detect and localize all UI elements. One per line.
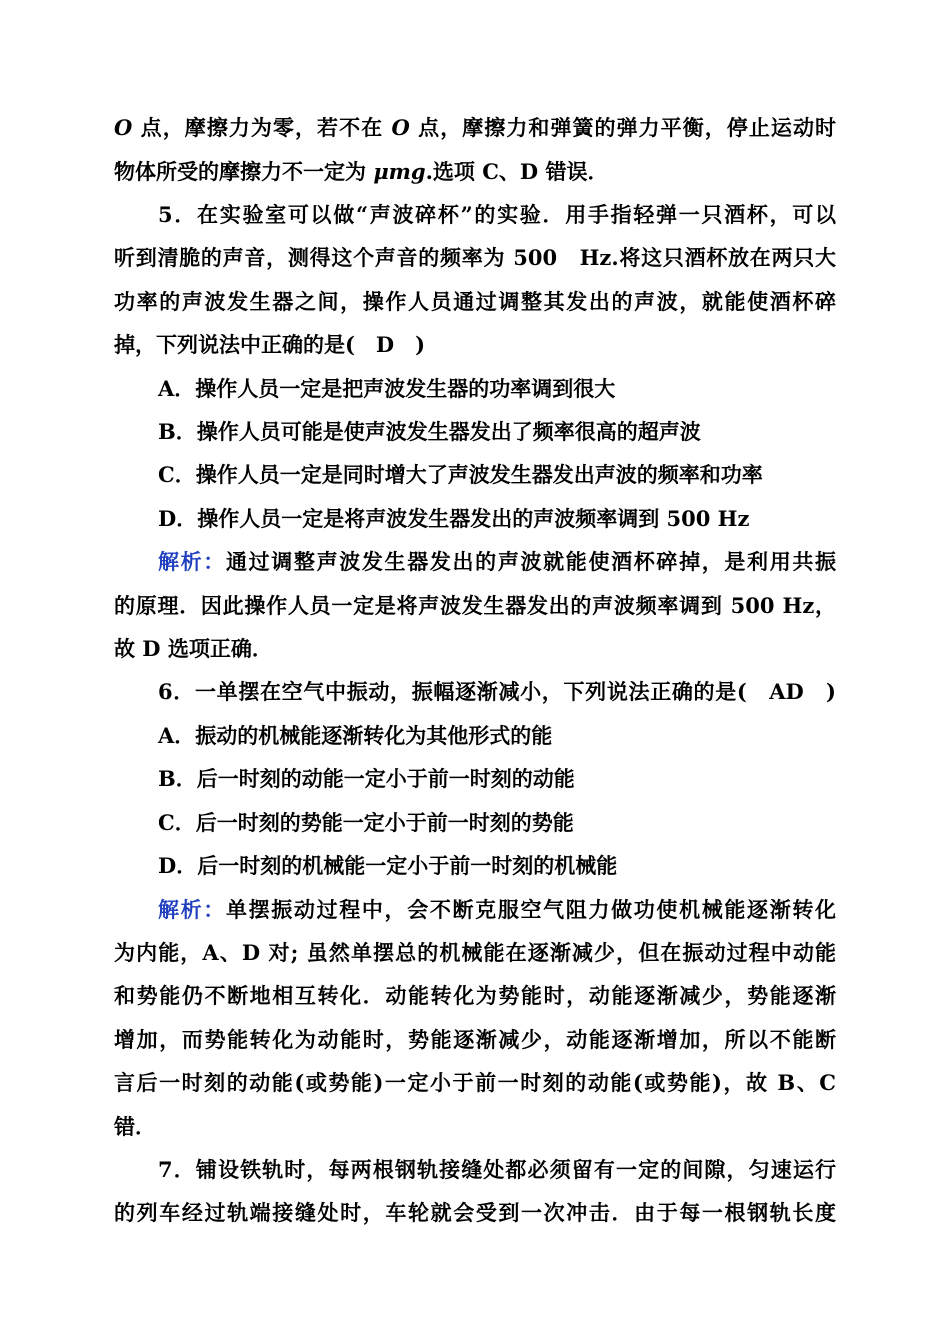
- q5-explanation-line-1: 解析：通过调整声波发生器发出的声波就能使酒杯碎掉，是利用共振: [158, 549, 837, 574]
- q6-option-b: B．后一时刻的动能一定小于前一时刻的动能: [158, 766, 575, 791]
- q6-explanation-line-5: 言后一时刻的动能(或势能)一定小于前一时刻的动能(或势能)，故 B、C: [114, 1070, 836, 1095]
- q7-stem-line-2: 的列车经过轨端接缝处时，车轮就会受到一次冲击．由于每一根钢轨长度: [114, 1200, 836, 1225]
- q5-option-d: D．操作人员一定是将声波发生器发出的声波频率调到 500 Hz: [158, 506, 750, 531]
- q6-explanation-line-4: 增加，而势能转化为动能时，势能逐渐减少，动能逐渐增加，所以不能断: [114, 1027, 836, 1052]
- q5-stem-line-1: 5．在实验室可以做“声波碎杯”的实验．用手指轻弹一只酒杯，可以: [158, 202, 836, 227]
- q5-stem-line-4: 掉，下列说法中正确的是( D ): [114, 332, 426, 357]
- q5-option-b: B．操作人员可能是使声波发生器发出了频率很高的超声波: [158, 419, 701, 444]
- q6-option-d: D．后一时刻的机械能一定小于前一时刻的机械能: [158, 853, 618, 878]
- q5-option-c: C．操作人员一定是同时增大了声波发生器发出声波的频率和功率: [158, 462, 763, 487]
- q5-explanation-line-2: 的原理．因此操作人员一定是将声波发生器发出的声波频率调到 500 Hz，: [114, 593, 836, 618]
- q6-option-c: C．后一时刻的势能一定小于前一时刻的势能: [158, 810, 574, 835]
- prev-explanation-line-2: 物体所受的摩擦力不一定为 μmg.选项 C、D 错误．: [114, 159, 609, 184]
- q6-explanation-line-6: 错．: [114, 1114, 156, 1139]
- q5-stem-line-3: 功率的声波发生器之间，操作人员通过调整其发出的声波，就能使酒杯碎: [114, 289, 836, 314]
- q7-stem-line-1: 7．铺设铁轨时，每两根钢轨接缝处都必须留有一定的间隙，匀速运行: [158, 1157, 836, 1182]
- q5-explanation-label: 解析：: [158, 549, 226, 574]
- q5-stem-line-2: 听到清脆的声音，测得这个声音的频率为 500 Hz.将这只酒杯放在两只大: [114, 245, 836, 270]
- q5-option-a: A．操作人员一定是把声波发生器的功率调到很大: [158, 376, 616, 401]
- q6-option-a: A．振动的机械能逐渐转化为其他形式的能: [158, 723, 553, 748]
- q6-explanation-line-2: 为内能，A、D 对; 虽然单摆总的机械能在逐渐减少，但在振动过程中动能: [114, 940, 836, 965]
- prev-explanation-line-1: O 点，摩擦力为零，若不在 O 点，摩擦力和弹簧的弹力平衡，停止运动时: [114, 115, 836, 140]
- q5-explanation-line-3: 故 D 选项正确．: [114, 636, 273, 661]
- q6-explanation-label: 解析：: [158, 897, 226, 922]
- q6-explanation-line-1: 解析：单摆振动过程中，会不断克服空气阻力做功使机械能逐渐转化: [158, 897, 837, 922]
- q6-explanation-line-3: 和势能仍不断地相互转化．动能转化为势能时，动能逐渐减少，势能逐渐: [114, 983, 836, 1008]
- q6-stem: 6．一单摆在空气中振动，振幅逐渐减小，下列说法正确的是( AD ): [158, 679, 836, 704]
